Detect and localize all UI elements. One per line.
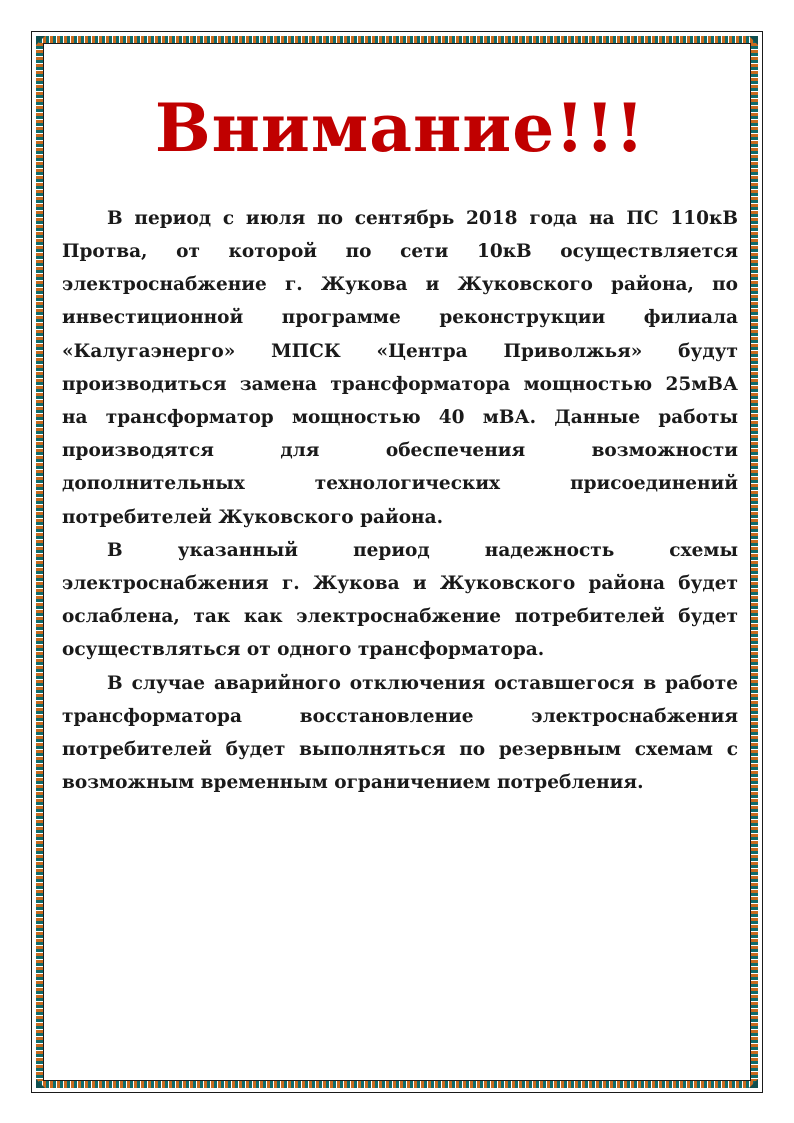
notice-paragraph: В случае аварийного отключения оставшегося в работе трансформатора восстановление электроснабжения потребителей будет выполняться по резервным схемам с возможным временным ограничением потребления. (62, 672, 738, 794)
notice-content (62, 86, 738, 799)
notice-paragraph: В период с июля по сентябрь 2018 года на ПС 110кВ Протва, от которой по сети 10кВ осуществляется электроснабжение г. Жукова и Жуковского района, по инвестиционной программе реконструкции филиала «Калугаэнерго» МПСК «Центра Приволжья» будут производиться замена трансформатора мощностью 25мВА на трансформатор мощностью 40 мВА. Данные работы производятся для обеспечения возможности дополнительных технологических присоединений потребителей Жуковского района. (62, 207, 738, 528)
corner-ornament-icon (749, 1079, 758, 1088)
notice-title: Внимание!!! (154, 89, 646, 167)
notice-body (62, 202, 738, 800)
notice-paragraph: В указанный период надежность схемы электроснабжения г. Жукова и Жуковского района будет ослаблена, так как электроснабжение потребителей будет осуществляться от одного трансформатора. (62, 539, 738, 661)
corner-ornament-icon (749, 36, 758, 45)
corner-ornament-icon (36, 36, 45, 45)
corner-ornament-icon (36, 1079, 45, 1088)
